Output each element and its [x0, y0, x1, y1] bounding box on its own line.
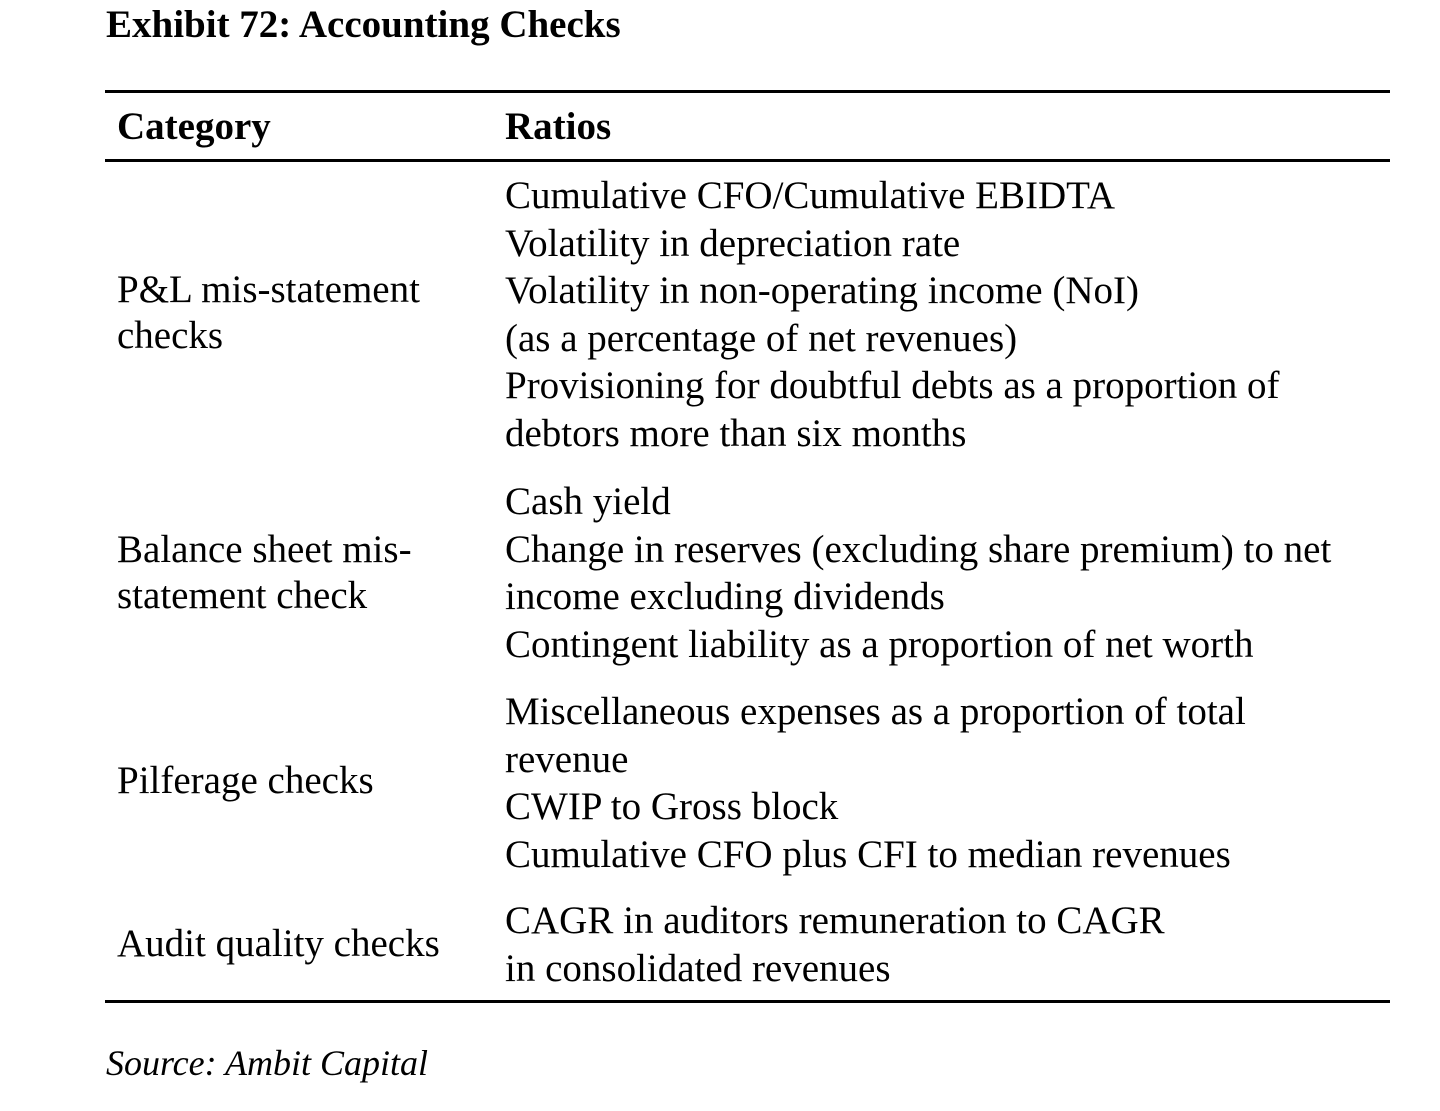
ratio-item: Cumulative CFO/Cumulative EBIDTA — [505, 174, 1116, 217]
exhibit-title: Exhibit 72: Accounting Checks — [106, 3, 621, 46]
ratio-item: revenue — [505, 737, 629, 781]
category-line: Audit quality checks — [117, 922, 440, 965]
column-header-category: Category — [117, 105, 271, 148]
category-cell — [117, 758, 374, 804]
ratio-item: Cash yield — [505, 480, 671, 523]
table-top-rule — [105, 90, 1390, 93]
ratio-item: Provisioning for doubtful debts as a proportion of — [505, 364, 1280, 407]
ratio-item: Contingent liability as a proportion of net worth — [505, 622, 1254, 666]
ratio-item: in consolidated revenues — [505, 946, 891, 990]
category-line: P&L mis-statement — [117, 268, 420, 311]
category-cell — [117, 921, 440, 967]
category-cell — [117, 267, 420, 359]
ratio-item: Change in reserves (excluding share premium) to net — [505, 527, 1332, 571]
header-bottom-rule — [105, 159, 1390, 162]
ratios-cell — [505, 688, 1246, 878]
ratios-cell — [505, 897, 1165, 992]
category-line: Balance sheet mis- — [117, 528, 412, 571]
ratio-item: Volatility in non-operating income (NoI) — [505, 269, 1139, 312]
ratio-item: Volatility in depreciation rate — [505, 221, 961, 265]
category-cell — [117, 527, 412, 619]
category-line: Pilferage checks — [117, 759, 374, 802]
ratio-item: Cumulative CFO plus CFI to median revenues — [505, 832, 1231, 876]
column-header-ratios: Ratios — [505, 105, 612, 148]
category-line: checks — [117, 314, 224, 357]
ratio-item: Miscellaneous expenses as a proportion of total — [505, 690, 1246, 733]
ratio-item: CAGR in auditors remuneration to CAGR — [505, 899, 1165, 942]
source-note: Source: Ambit Capital — [106, 1043, 428, 1083]
ratio-item: income excluding dividends — [505, 575, 945, 618]
category-line: statement check — [117, 574, 368, 617]
ratios-cell — [505, 478, 1331, 668]
table-bottom-rule — [105, 1000, 1390, 1003]
ratio-item: CWIP to Gross block — [505, 785, 839, 828]
ratio-item: (as a percentage of net revenues) — [505, 316, 1018, 360]
ratios-cell — [505, 172, 1280, 457]
ratio-item: debtors more than six months — [505, 411, 967, 455]
